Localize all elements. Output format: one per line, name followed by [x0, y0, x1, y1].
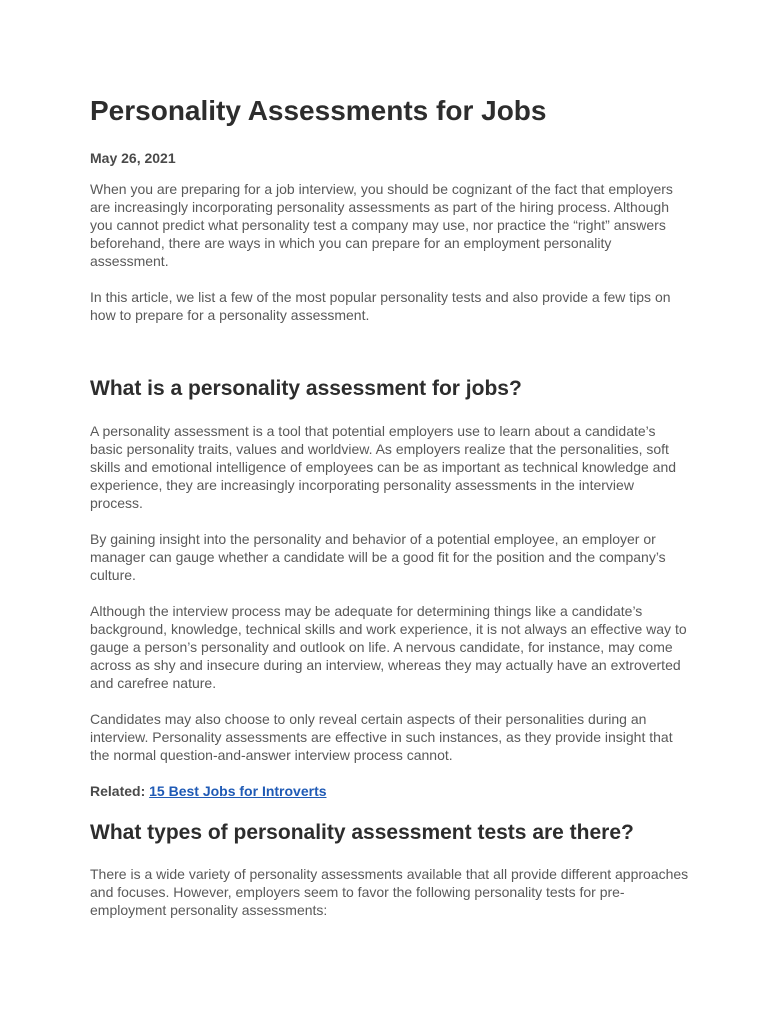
- related-line: [90, 782, 690, 800]
- section-heading-what-is: What is a personality assessment for jobs?: [90, 377, 522, 400]
- related-label: Related:: [90, 783, 146, 799]
- section1-paragraph-3: Although the interview process may be adequate for determining things like a candidate’s background, knowledge, technical skills and work experience, it is not always an effective way to gauge a person’s personality and outlook on life. A nervous candidate, for instance, may come across as shy and insecure during an interview, whereas they may actually have an extroverted and carefree nature.: [90, 603, 687, 691]
- publish-date: May 26, 2021: [90, 150, 176, 166]
- section1-paragraph-4: Candidates may also choose to only reveal certain aspects of their personalities during an interview. Personality assessments are effective in such instances, as they provide insight that the normal question-and-answer interview process cannot.: [90, 711, 673, 763]
- article-title: Personality Assessments for Jobs: [90, 95, 547, 126]
- section1-paragraph-1: A personality assessment is a tool that potential employers use to learn about a candidate’s basic personality traits, values and worldview. As employers realize that the personalities, soft skills and emotional intelligence of employees can be as important as technical knowledge and experience, they are increasingly incorporating personality assessments in the interview process.: [90, 423, 677, 511]
- related-link[interactable]: 15 Best Jobs for Introverts: [149, 783, 327, 799]
- article-body: [90, 92, 690, 919]
- section2-paragraph-1: There is a wide variety of personality assessments available that all provide different approaches and focuses. However, employers seem to favor the following personality tests for pre-employment personality assessments:: [90, 866, 689, 918]
- intro-paragraph-1: When you are preparing for a job interview, you should be cognizant of the fact that employers are increasingly incorporating personality assessments as part of the hiring process. Although you cannot predict what personality test a company may use, nor practice the “right” answers beforehand, there are ways in which you can prepare for an employment personality assessment.: [90, 181, 673, 269]
- intro-paragraph-2: In this article, we list a few of the most popular personality tests and also provide a few tips on how to prepare for a personality assessment.: [90, 289, 671, 323]
- section-heading-types: What types of personality assessment tests are there?: [90, 821, 634, 844]
- section1-paragraph-2: By gaining insight into the personality and behavior of a potential employee, an employer or manager can gauge whether a candidate will be a good fit for the position and the company’s culture.: [90, 531, 666, 583]
